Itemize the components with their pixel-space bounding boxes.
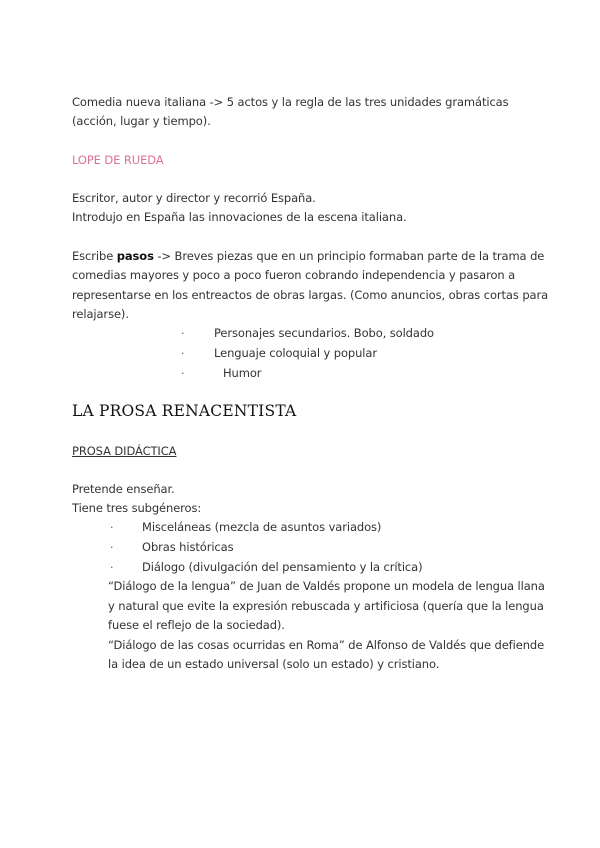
- pasos-line-2: comedias mayores y poco a poco fueron cobrando independencia y pasaron a: [72, 268, 516, 282]
- bullet-symbol: ·: [181, 367, 185, 380]
- bullet-symbol: ·: [181, 347, 185, 360]
- pasos-line-1-post: -> Breves piezas que en un principio formaban parte de la trama de: [153, 249, 545, 263]
- dialogo-lengua-line-3: fuese el reflejo de la sociedad).: [108, 618, 285, 632]
- comedia-line-1: Comedia nueva italiana -> 5 actos y la regla de las tres unidades gramáticas: [72, 95, 509, 109]
- dialogo-lengua-line-2: y natural que evite la expresión rebuscada y artificiosa (quería que la lengua: [108, 599, 544, 613]
- subsection-title: PROSA DIDÁCTICA: [72, 444, 177, 458]
- lope-bio-line-1: Escritor, autor y director y recorrió España.: [72, 191, 316, 205]
- bullet-symbol: ·: [110, 561, 114, 574]
- bullet-symbol: ·: [181, 327, 185, 340]
- dialogo-lengua-line-1: “Diálogo de la lengua” de Juan de Valdés propone un modela de lengua llana: [108, 579, 545, 593]
- dialogo-roma-line-2: la idea de un estado universal (solo un estado) y cristiano.: [108, 657, 440, 671]
- lope-de-rueda-heading: LOPE DE RUEDA: [72, 153, 164, 167]
- comedia-line-2: (acción, lugar y tiempo).: [72, 114, 211, 128]
- pasos-line-1-pre: Escribe: [72, 249, 117, 263]
- prosa-line-2: Tiene tres subgéneros:: [72, 501, 202, 515]
- pasos-line-4: relajarse).: [72, 307, 129, 321]
- pasos-term: pasos: [116, 249, 154, 263]
- prosa-line-1: Pretende enseñar.: [72, 482, 175, 496]
- list-item: Lenguaje coloquial y popular: [214, 346, 377, 360]
- bullet-symbol: ·: [110, 521, 114, 534]
- section-title: LA PROSA RENACENTISTA: [72, 402, 297, 420]
- bullet-symbol: ·: [110, 541, 114, 554]
- list-item: Personajes secundarios. Bobo, soldado: [214, 326, 434, 340]
- list-item: Misceláneas (mezcla de asuntos variados): [142, 520, 382, 534]
- list-item: Diálogo (divulgación del pensamiento y la crítica): [142, 560, 423, 574]
- pasos-line-3: representarse en los entreactos de obras largas. (Como anuncios, obras cortas para: [72, 288, 549, 302]
- list-item: Humor: [223, 366, 262, 380]
- lope-bio-line-2: Introdujo en España las innovaciones de la escena italiana.: [72, 210, 407, 224]
- list-item: Obras históricas: [142, 540, 234, 554]
- dialogo-roma-line-1: “Diálogo de las cosas ocurridas en Roma” de Alfonso de Valdés que defiende: [108, 638, 545, 652]
- pasos-line-1: [72, 249, 544, 263]
